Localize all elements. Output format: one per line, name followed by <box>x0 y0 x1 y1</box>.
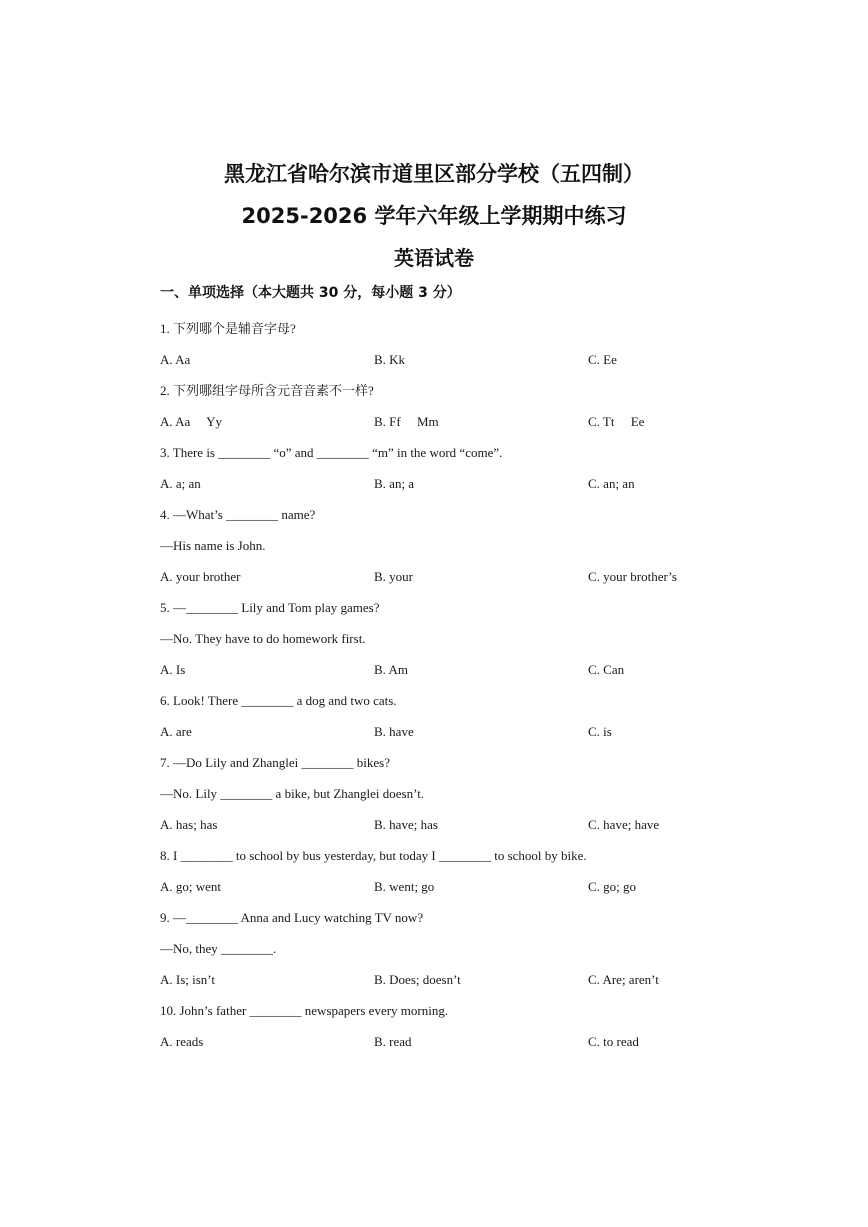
question-stem: 2. 下列哪组字母所含元音音素不一样? <box>160 383 374 398</box>
question-dialogue-line: —His name is John. <box>160 538 266 553</box>
answer-option-a[interactable]: A. reads <box>160 1034 204 1049</box>
question-list <box>160 313 780 1057</box>
section-heading: 一、单项选择（本大题共 30 分，每小题 3 分） <box>160 285 461 301</box>
question-item <box>160 437 780 499</box>
answer-option-c[interactable]: C. have; have <box>588 817 660 832</box>
answer-option-a[interactable]: A. Aa <box>160 352 191 367</box>
exam-title-subject: 英语试卷 <box>394 246 474 270</box>
exam-title-term: 2025-2026 学年六年级上学期期中练习 <box>241 204 627 228</box>
answer-options <box>160 1026 780 1057</box>
answer-option-c[interactable]: C. Tt Ee <box>588 414 645 429</box>
answer-options <box>160 809 780 840</box>
answer-option-c[interactable]: C. an; an <box>588 476 635 491</box>
answer-option-a[interactable]: A. go; went <box>160 879 222 894</box>
answer-option-c[interactable]: C. Can <box>588 662 625 677</box>
question-dialogue-line: —No. They have to do homework first. <box>160 631 366 646</box>
answer-options <box>160 344 780 375</box>
question-stem: 1. 下列哪个是辅音字母? <box>160 321 296 336</box>
answer-option-b[interactable]: B. have <box>374 724 414 739</box>
answer-options <box>160 406 780 437</box>
question-stem: 7. —Do Lily and Zhanglei ________ bikes? <box>160 755 390 770</box>
question-stem: 10. John’s father ________ newspapers every morning. <box>160 1003 449 1018</box>
question-item <box>160 995 780 1057</box>
answer-option-b[interactable]: B. Am <box>374 662 408 677</box>
answer-option-a[interactable]: A. a; an <box>160 476 201 491</box>
answer-option-a[interactable]: A. Aa Yy <box>160 414 222 429</box>
exam-title-school: 黑龙江省哈尔滨市道里区部分学校（五四制） <box>224 162 644 186</box>
question-item <box>160 313 780 375</box>
answer-option-a[interactable]: A. Is; isn’t <box>160 972 216 987</box>
question-item <box>160 747 780 840</box>
answer-option-c[interactable]: C. Are; aren’t <box>588 972 659 987</box>
answer-option-c[interactable]: C. Ee <box>588 352 617 367</box>
question-dialogue-line: —No, they ________. <box>160 941 277 956</box>
answer-option-b[interactable]: B. your <box>374 569 413 584</box>
question-item <box>160 840 780 902</box>
answer-option-b[interactable]: B. Kk <box>374 352 406 367</box>
answer-option-b[interactable]: B. an; a <box>374 476 415 491</box>
answer-option-a[interactable]: A. Is <box>160 662 186 677</box>
answer-options <box>160 561 780 592</box>
question-stem: 6. Look! There ________ a dog and two cats. <box>160 693 397 708</box>
question-stem: 9. —________ Anna and Lucy watching TV now? <box>160 910 424 925</box>
answer-option-c[interactable]: C. your brother’s <box>588 569 677 584</box>
question-stem: 3. There is ________ “o” and ________ “m” in the word “come”. <box>160 445 503 460</box>
question-item <box>160 499 780 592</box>
answer-option-b[interactable]: B. have; has <box>374 817 438 832</box>
answer-option-b[interactable]: B. read <box>374 1034 412 1049</box>
question-stem: 8. I ________ to school by bus yesterday, but today I ________ to school by bike. <box>160 848 587 863</box>
answer-option-c[interactable]: C. is <box>588 724 612 739</box>
question-dialogue-line: —No. Lily ________ a bike, but Zhanglei doesn’t. <box>160 786 425 801</box>
answer-option-b[interactable]: B. Does; doesn’t <box>374 972 461 987</box>
question-stem: 4. —What’s ________ name? <box>160 507 316 522</box>
answer-option-a[interactable]: A. has; has <box>160 817 218 832</box>
answer-option-a[interactable]: A. your brother <box>160 569 241 584</box>
answer-options <box>160 716 780 747</box>
question-item <box>160 902 780 995</box>
answer-options <box>160 964 780 995</box>
answer-option-b[interactable]: B. Ff Mm <box>374 414 439 429</box>
answer-option-b[interactable]: B. went; go <box>374 879 435 894</box>
question-item <box>160 375 780 437</box>
question-item <box>160 685 780 747</box>
question-stem: 5. —________ Lily and Tom play games? <box>160 600 380 615</box>
answer-options <box>160 871 780 902</box>
answer-option-c[interactable]: C. to read <box>588 1034 639 1049</box>
question-item <box>160 592 780 685</box>
answer-options <box>160 654 780 685</box>
answer-option-a[interactable]: A. are <box>160 724 192 739</box>
answer-options <box>160 468 780 499</box>
answer-option-c[interactable]: C. go; go <box>588 879 637 894</box>
